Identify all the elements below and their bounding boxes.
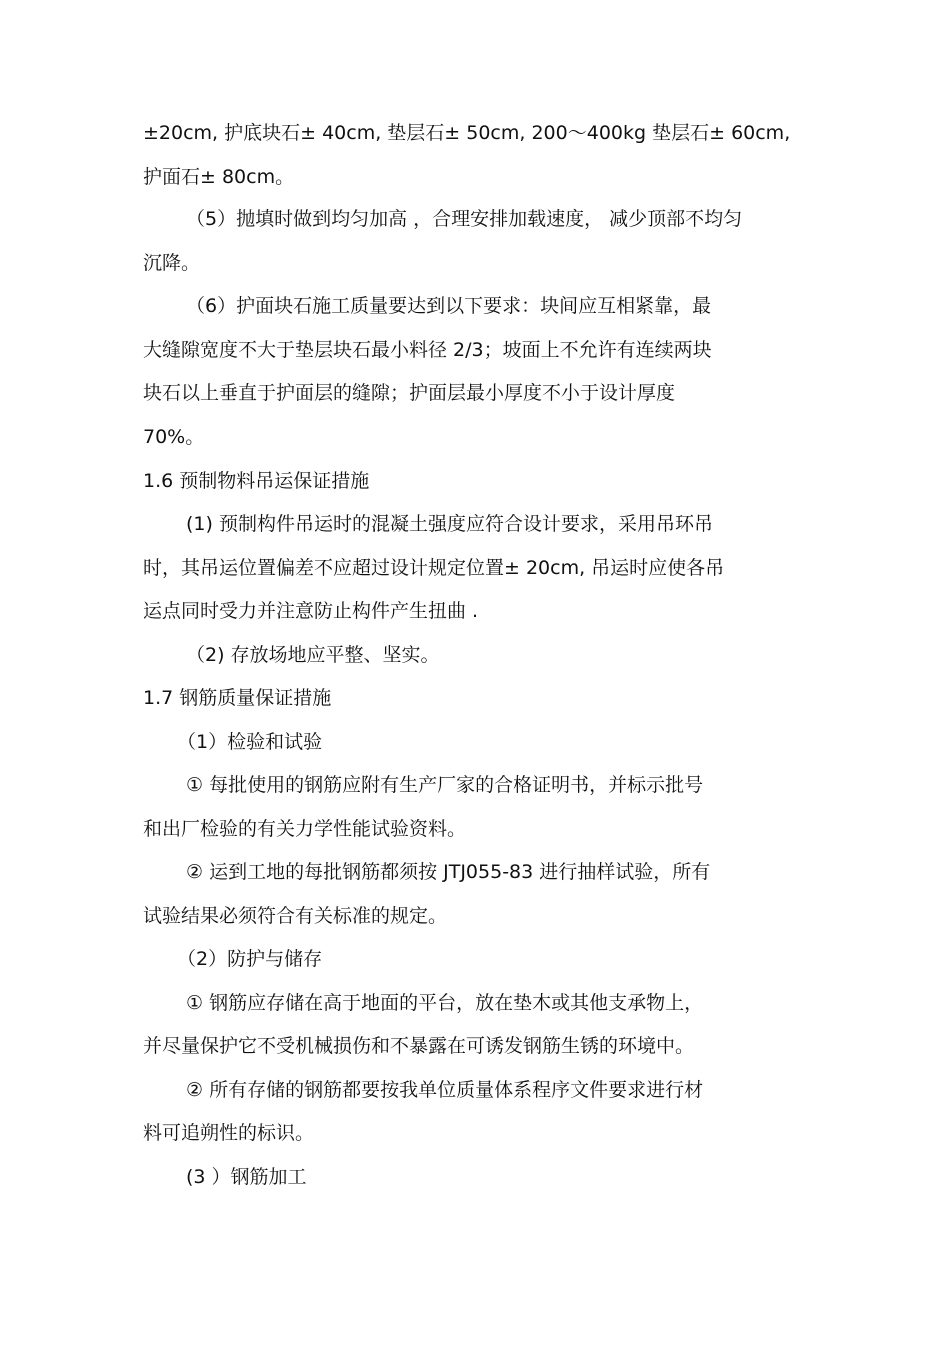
text-line: ① 每批使用的钢筋应附有生产厂家的合格证明书，并标示批号 [186,774,704,796]
text-line: ±20cm, 护底块石± 40cm, 垫层石± 50cm, 200～400kg 垫层石± 60cm, [143,122,791,144]
text-line: 时，其吊运位置偏差不应超过设计规定位置± 20cm, 吊运时应使各吊 [143,557,725,579]
text-line: （5）抛填时做到均匀加高 ，合理安排加载速度， 减少顶部不均匀 [186,208,743,230]
text-line: 试验结果必须符合有关标准的规定。 [143,905,448,927]
text-line: 70%。 [143,426,205,448]
text-line: （2) 存放场地应平整、坚实。 [186,644,440,666]
text-line: （6）护面块石施工质量要达到以下要求：块间应互相紧靠，最 [186,295,712,317]
text-line: 运点同时受力并注意防止构件产生扭曲 . [143,600,479,622]
text-line: （1）检验和试验 [177,731,323,753]
text-line: 块石以上垂直于护面层的缝隙；护面层最小厚度不小于设计厚度 [143,382,676,404]
text-line: 护面石± 80cm。 [143,166,295,188]
text-line: ② 所有存储的钢筋都要按我单位质量体系程序文件要求进行材 [186,1079,704,1101]
text-line: 大缝隙宽度不大于垫层块石最小料径 2/3；坡面上不允许有连续两块 [143,339,712,361]
text-line: ① 钢筋应存储在高于地面的平台，放在垫木或其他支承物上， [186,992,704,1014]
text-line: (3 ）钢筋加工 [186,1166,307,1188]
section-heading: 1.7 钢筋质量保证措施 [143,687,332,709]
text-line: 料可追朔性的标识。 [143,1122,315,1144]
section-heading: 1.6 预制物料吊运保证措施 [143,470,370,492]
text-line: 和出厂检验的有关力学性能试验资料。 [143,818,467,840]
text-line: ② 运到工地的每批钢筋都须按 JTJ055-83 进行抽样试验，所有 [186,861,711,883]
text-line: (1) 预制构件吊运时的混凝土强度应符合设计要求，采用吊环吊 [186,513,713,535]
text-line: 并尽量保护它不受机械损伤和不暴露在可诱发钢筋生锈的环境中。 [143,1035,695,1057]
text-line: （2）防护与储存 [177,948,323,970]
text-line: 沉降。 [143,252,201,274]
